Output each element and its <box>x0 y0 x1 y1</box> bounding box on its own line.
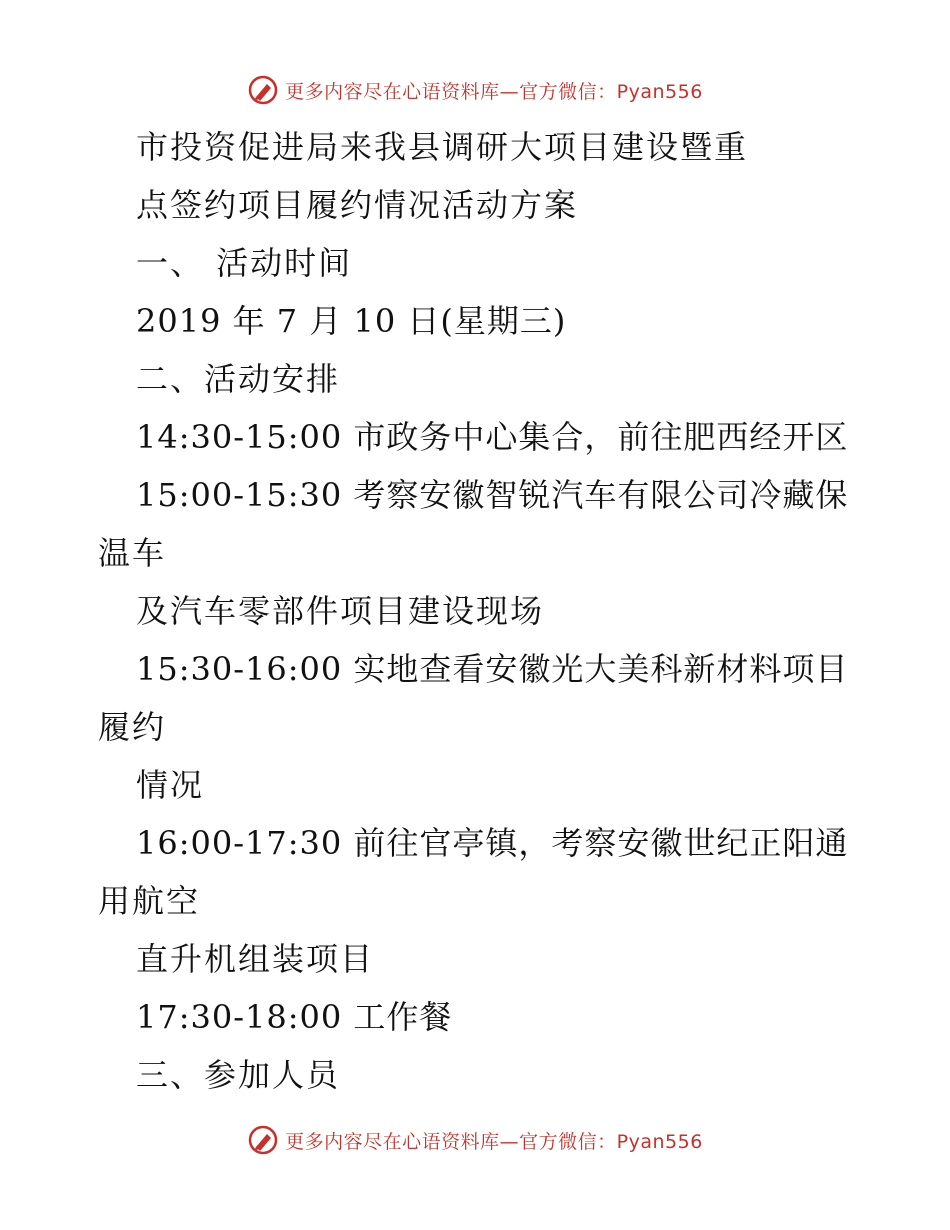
doc-title-line-1: 市投资促进局来我县调研大项目建设暨重 <box>136 128 749 166</box>
section-heading-schedule: 二、活动安排 <box>136 360 341 398</box>
schedule-item-1: 14:30-15:00 市政务中心集合，前往肥西经开区 <box>136 418 849 456</box>
schedule-item-3-cont: 情况 <box>136 766 205 804</box>
watermark-text: 更多内容尽在心语资料库—官方微信：Pyan556 <box>285 1130 703 1153</box>
event-date: 2019 年 7 月 10 日(星期三) <box>136 302 567 340</box>
section-heading-time: 一、 活动时间 <box>136 244 353 282</box>
schedule-item-3-wrap: 履约 <box>98 708 167 746</box>
watermark-text: 更多内容尽在心语资料库—官方微信：Pyan556 <box>285 80 703 103</box>
footer-watermark-banner <box>0 1120 950 1160</box>
schedule-item-4-cont: 直升机组装项目 <box>136 940 375 978</box>
pen-logo-icon <box>247 1124 279 1156</box>
document-body <box>98 118 858 1104</box>
section-heading-participants: 三、参加人员 <box>136 1056 341 1094</box>
schedule-item-4-wrap: 用航空 <box>98 882 201 920</box>
schedule-item-3: 15:30-16:00 实地查看安徽光大美科新材料项目 <box>136 650 849 688</box>
header-watermark-banner <box>0 70 950 110</box>
pen-logo-icon <box>247 74 279 106</box>
schedule-item-4: 16:00-17:30 前往官亭镇，考察安徽世纪正阳通 <box>136 824 849 862</box>
schedule-item-2-wrap: 温车 <box>98 534 167 572</box>
schedule-item-2: 15:00-15:30 考察安徽智锐汽车有限公司冷藏保 <box>136 476 849 514</box>
schedule-item-2-cont: 及汽车零部件项目建设现场 <box>136 592 545 630</box>
schedule-item-5: 17:30-18:00 工作餐 <box>136 998 453 1036</box>
doc-title-line-2: 点签约项目履约情况活动方案 <box>136 186 579 224</box>
